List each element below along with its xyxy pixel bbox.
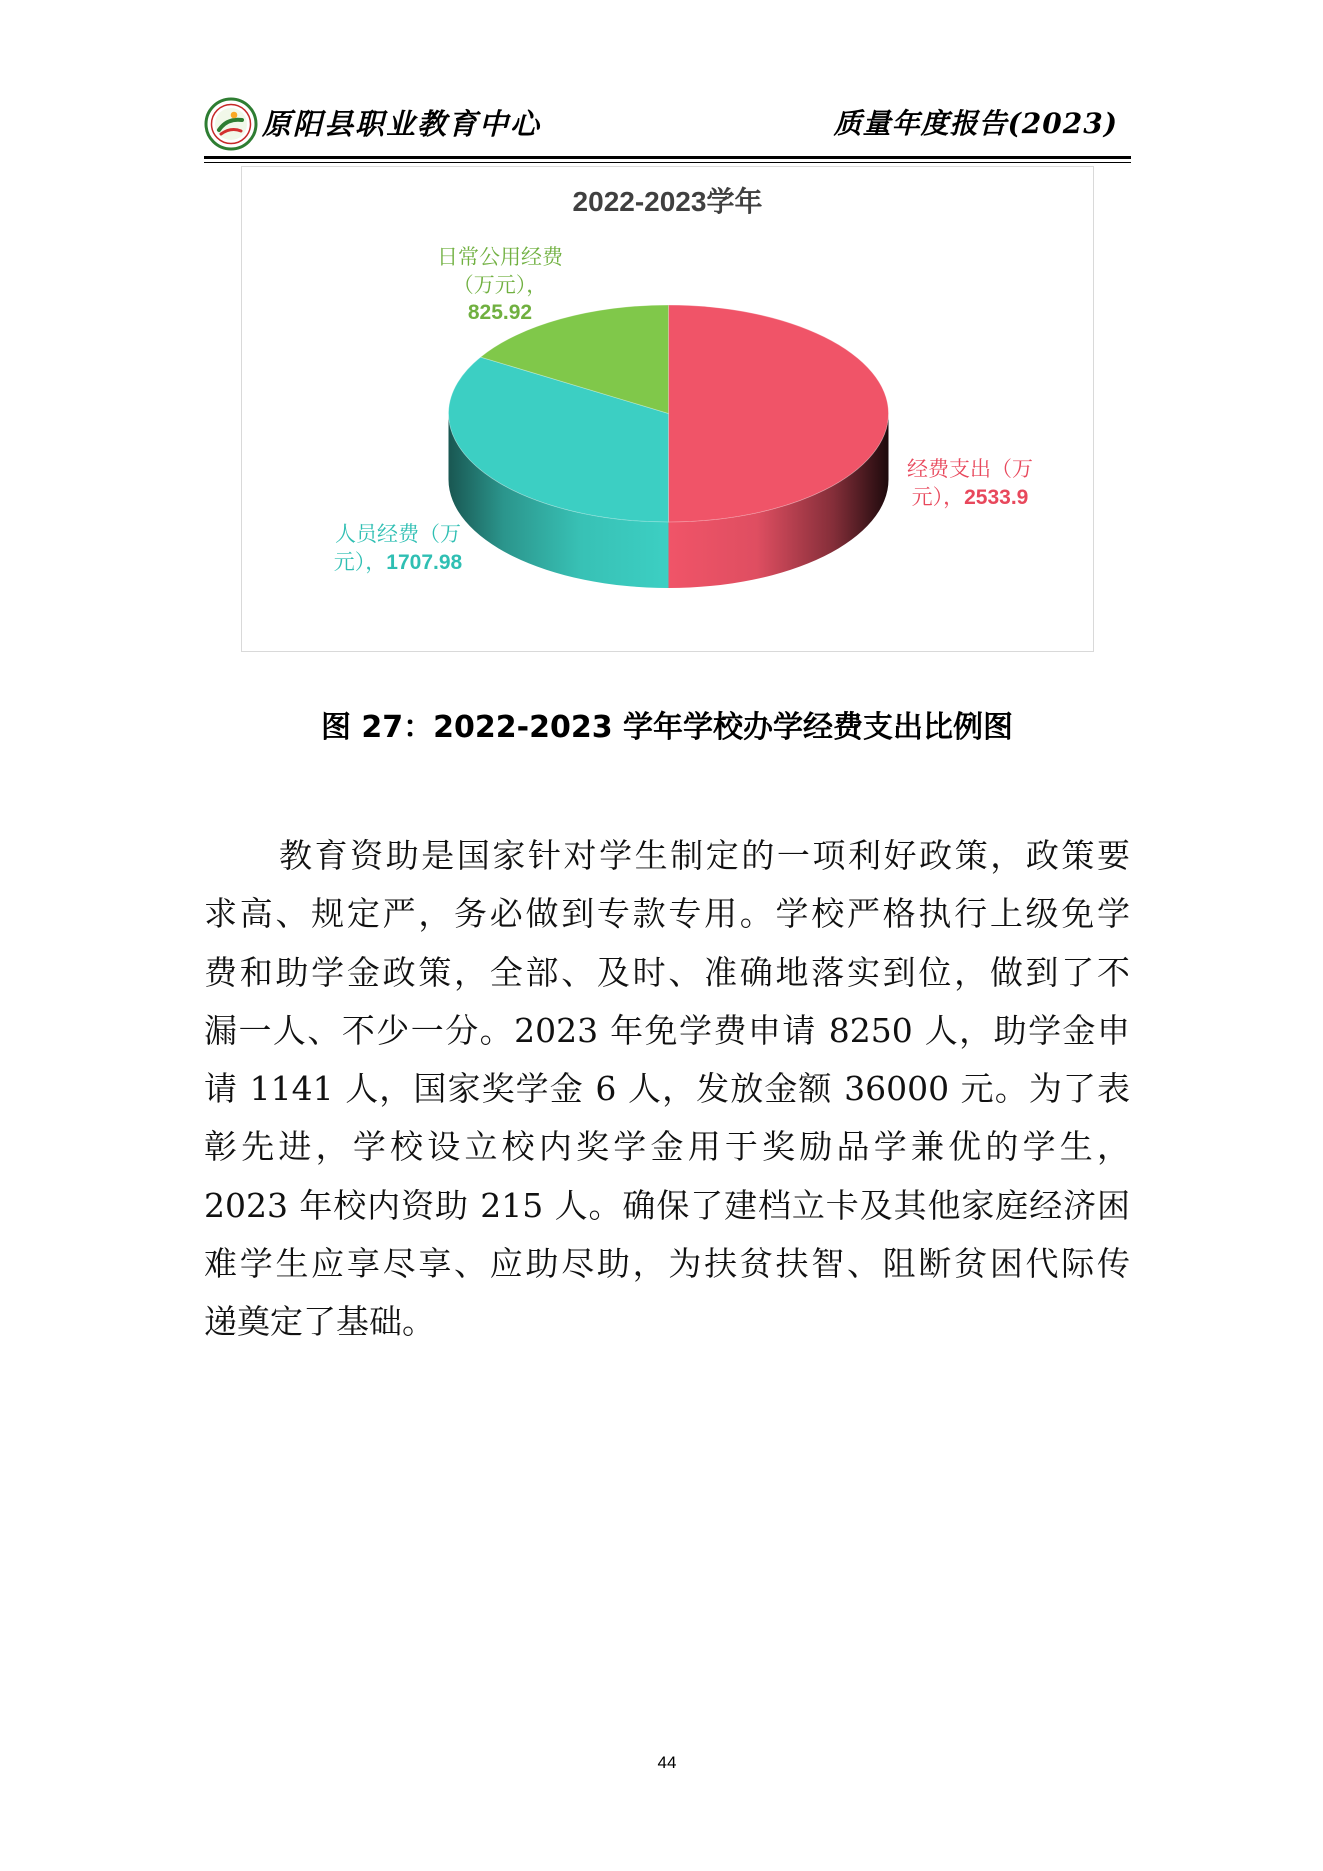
pie-top-faces: [448, 305, 888, 522]
header-rule-thin: [204, 162, 1131, 163]
header-org-name: 原阳县职业教育中心: [262, 107, 542, 141]
data-label-category: 人员经费（万元）: [333, 522, 461, 574]
data-label-category: 日常公用经费（万元）: [437, 245, 563, 297]
data-label-value: 825.92: [467, 301, 533, 324]
header-rule-thick: [204, 156, 1131, 159]
body-line: 漏一人、不少一分。2023 年免学费申请 8250 人，助学金申: [204, 1010, 1130, 1050]
body-line: 递奠定了基础。: [204, 1302, 435, 1342]
body-line: 请 1141 人，国家奖学金 6 人，发放金额 36000 元。为了表: [204, 1069, 1130, 1109]
pie-chart-frame: [241, 166, 1094, 652]
body-line: 2023 年校内资助 215 人。确保了建档立卡及其他家庭经济困: [204, 1185, 1130, 1225]
data-label-separator: ，: [526, 273, 548, 297]
data-label-separator: ，: [943, 485, 965, 509]
page-number: 44: [657, 1753, 677, 1772]
header-report-title: 质量年度报告(2023): [833, 107, 1118, 140]
body-line: 求高、规定严，务必做到专款专用。学校严格执行上级免学: [204, 894, 1130, 934]
data-label-staff: [327, 520, 469, 577]
data-label-value: 2533.9: [964, 486, 1029, 509]
body-line: 彰先进，学校设立校内奖学金用于奖励品学兼优的学生，: [204, 1127, 1130, 1167]
data-label-expense: [899, 455, 1041, 512]
body-line: 费和助学金政策，全部、及时、准确地落实到位，做到了不: [204, 952, 1130, 992]
data-label-separator: ，: [365, 550, 387, 574]
school-emblem-icon: [204, 97, 258, 151]
body-paragraph: [204, 827, 1130, 1352]
chart-title: 2022-2023学年: [572, 186, 763, 217]
pie-chart-svg: [242, 167, 1093, 651]
logo-graphic: [204, 97, 258, 151]
body-line: 教育资助是国家针对学生制定的一项利好政策，政策要: [279, 836, 1130, 875]
data-label-category: 经费支出（万元）: [907, 457, 1033, 509]
data-label-value: 1707.98: [386, 551, 463, 574]
figure-caption: 图 27：2022-2023 学年学校办学经费支出比例图: [320, 710, 1014, 745]
data-label-routine: [429, 243, 571, 327]
body-line: 难学生应享尽享、应助尽助，为扶贫扶智、阻断贫困代际传: [204, 1244, 1130, 1284]
